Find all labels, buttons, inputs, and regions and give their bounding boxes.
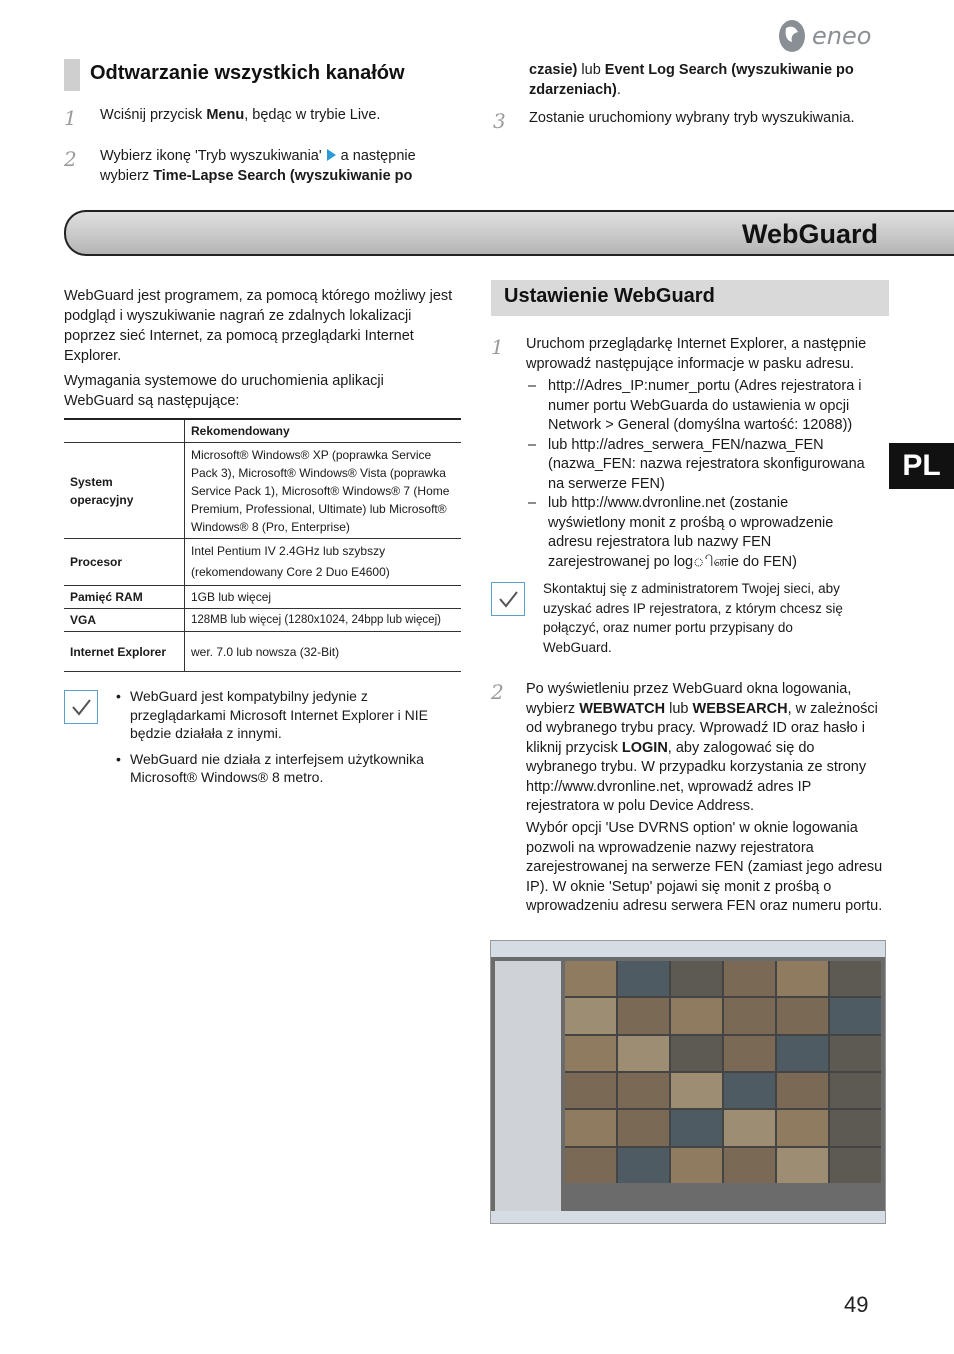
table-header-row	[64, 419, 461, 443]
table-label: Pamięć RAM	[64, 586, 185, 609]
table-label: System operacyjny	[64, 443, 185, 539]
camera-tile	[830, 1148, 881, 1183]
table-header-empty	[64, 419, 185, 443]
search-mode-play-icon	[326, 149, 337, 161]
camera-tile	[618, 1148, 669, 1183]
step2-text-g: , aby zalogować się do wybranego trybu. W przypadku korzystania ze strony http://www.dvronline.net, wprowadź adres IP rejestratora w polu Device Address.	[526, 739, 867, 814]
camera-tile	[724, 1148, 775, 1183]
step-number: 1	[64, 106, 77, 130]
step2-text-a: Po wyświetleniu przez WebGuard okna logowania, wybierz	[526, 681, 852, 717]
camera-tile	[724, 961, 775, 996]
step1-text-post: , będąc w trybie Live.	[244, 107, 381, 123]
logo-text: eneo	[812, 22, 872, 50]
camera-tile	[724, 1036, 775, 1071]
camera-tile	[618, 1073, 669, 1108]
step-number: 2	[64, 147, 77, 171]
table-row	[64, 609, 461, 632]
eneo-logo	[776, 16, 876, 56]
control-panel	[495, 961, 561, 1211]
page-number: 49	[844, 1292, 869, 1317]
camera-tile	[618, 961, 669, 996]
step2-line2-bold: Time-Lapse Search (wyszukiwanie po	[153, 167, 413, 184]
webguard-screenshot	[490, 940, 886, 1224]
camera-tile	[671, 1073, 722, 1108]
list-item: – lub http://www.dvronline.net (zostanie wyświetlony monit z prośbą o wprowadzenie adresu rejestratora lub nazwy FEN zarejestrowanej po logினie do FEN)	[526, 494, 866, 572]
camera-tile	[830, 1036, 881, 1071]
step2-text-webwatch: WEBWATCH	[579, 700, 666, 717]
setup-step1-text: Uruchom przeglądarkę Internet Explorer, a następnie wprowadź następujące informacje w pasku adresu.	[526, 336, 867, 372]
camera-tile	[777, 998, 828, 1033]
chapter-title: WebGuard	[741, 219, 878, 249]
section2-title: Ustawienie WebGuard	[504, 285, 715, 307]
note-check-icon	[491, 582, 525, 616]
chapter-banner	[64, 210, 954, 256]
status-bar	[491, 1211, 885, 1223]
list-item: • WebGuard jest kompatybilny jedynie z przeglądarkami Microsoft Internet Explorer i NIE będzie działała z innymi.	[116, 687, 456, 743]
camera-tile	[724, 998, 775, 1033]
step3-text: Zostanie uruchomiony wybrany tryb wyszukiwania.	[529, 110, 855, 126]
camera-tile	[671, 1110, 722, 1145]
camera-tile	[671, 998, 722, 1033]
camera-tile	[618, 1110, 669, 1145]
camera-tile	[777, 1148, 828, 1183]
step-number: 3	[493, 109, 506, 133]
list-item: • WebGuard nie działa z interfejsem użytkownika Microsoft® Windows® 8 metro.	[116, 750, 456, 787]
camera-tile	[671, 961, 722, 996]
section1-title: Odtwarzanie wszystkich kanałów	[90, 62, 405, 84]
step2-line1-pre: Wybierz ikonę 'Tryb wyszukiwania'	[100, 148, 326, 164]
table-row	[64, 586, 461, 609]
table-label: Procesor	[64, 539, 185, 586]
step2-line1-post: a następnie	[336, 148, 416, 164]
table-value: Microsoft® Windows® XP (poprawka Service Pack 3), Microsoft® Windows® Vista (poprawka Service Pack 1), Microsoft® Windows® 7 (Home Premium, Professional, Ultimate) lub Microsoft® Windows® 8 (Pro, Enterprise)	[185, 443, 462, 539]
table-row	[64, 539, 461, 586]
step1-text	[100, 106, 470, 126]
step2-text-c: lub	[665, 700, 693, 717]
table-value: wer. 7.0 lub nowsza (32-Bit)	[185, 632, 462, 672]
step-number: 1	[491, 335, 504, 359]
table-row	[64, 632, 461, 672]
step-number: 2	[491, 680, 504, 704]
camera-tile	[724, 1073, 775, 1108]
step1-text-bold: Menu	[206, 107, 245, 123]
camera-tile	[671, 1148, 722, 1183]
camera-tile	[565, 998, 616, 1033]
camera-grid	[565, 961, 881, 1183]
camera-tile	[830, 998, 881, 1033]
camera-tile	[724, 1110, 775, 1145]
cont-end: .	[616, 81, 621, 98]
setup-note: Skontaktuj się z administratorem Twojej sieci, aby uzyskać adres IP rejestratora, z którym chcesz się połączyć, oraz numer portu przypisany do WebGuard.	[543, 581, 843, 655]
table-row	[64, 443, 461, 539]
table-label: Internet Explorer	[64, 632, 185, 672]
camera-tile	[777, 1036, 828, 1071]
camera-tile	[777, 961, 828, 996]
cont-bold1: czasie)	[529, 62, 578, 78]
camera-tile	[618, 1036, 669, 1071]
intro-requirements: Wymagania systemowe do uruchomienia aplikacji WebGuard są następujące:	[64, 373, 384, 409]
camera-tile	[565, 1148, 616, 1183]
setup-step2-text	[526, 680, 886, 817]
camera-tile	[830, 1073, 881, 1108]
browser-toolbar	[491, 941, 885, 957]
step2-text	[100, 147, 480, 186]
language-tab: PL	[889, 443, 954, 489]
table-value: Intel Pentium IV 2.4GHz lub szybszy (rekomendowany Core 2 Duo E4600)	[185, 539, 462, 586]
step2-text-e: , w zależności od wybranego trybu pracy. Wprowadź ID oraz hasło i kliknij przycisk	[526, 700, 878, 756]
cont-mid: lub	[577, 62, 605, 78]
requirements-table	[64, 418, 461, 672]
table-header: Rekomendowany	[185, 419, 462, 443]
note-list-left	[116, 687, 456, 794]
camera-tile	[777, 1073, 828, 1108]
camera-tile	[618, 998, 669, 1033]
cont-bold3: zdarzeniach)	[529, 81, 617, 98]
step2-text-websearch: WEBSEARCH	[692, 700, 788, 717]
list-item: – lub http://adres_serwera_FEN/nazwa_FEN (nazwa_FEN: nazwa rejestratora skonfigurowana na serwerze FEN)	[526, 436, 866, 495]
camera-tile	[830, 1110, 881, 1145]
note-check-icon	[64, 690, 98, 724]
eneo-logo-icon	[776, 16, 876, 56]
list-item: – http://Adres_IP:numer_portu (Adres rejestratora i numer portu WebGuarda do ustawienia w opcji Network > General (domyślna wartość: 12088))	[526, 377, 866, 436]
camera-tile	[565, 961, 616, 996]
setup-step2-dvrns: Wybór opcji 'Use DVRNS option' w oknie logowania pozwoli na wprowadzenie nazwy rejestratora zarejestrowanej na serwerze FEN (zamiast jego adresu IP). W oknie 'Setup' pojawi się monit z prośbą o wprowadzeniu adresu serwera FEN oraz numeru portu.	[526, 820, 883, 914]
address-options-list	[526, 377, 866, 572]
cont-bold2: Event Log Search (wyszukiwanie po	[604, 62, 854, 78]
camera-tile	[565, 1036, 616, 1071]
camera-tile	[565, 1073, 616, 1108]
camera-tile	[671, 1036, 722, 1071]
section-heading-bar	[64, 59, 80, 91]
step2-line2-pre: wybierz	[100, 167, 154, 184]
table-value: 1GB lub więcej	[185, 586, 462, 609]
camera-tile	[565, 1110, 616, 1145]
camera-tile	[777, 1110, 828, 1145]
camera-tile	[830, 961, 881, 996]
step2-continuation	[529, 61, 899, 100]
intro-paragraph: WebGuard jest programem, za pomocą którego możliwy jest podgląd i wyszukiwanie nagrań ze zdalnych lokalizacji poprzez sieć Internet, za pomocą przeglądarki Internet Explorer.	[64, 288, 453, 364]
step2-text-login: LOGIN	[621, 739, 668, 756]
table-label: VGA	[64, 609, 185, 632]
step1-text-pre: Wciśnij przycisk	[100, 107, 207, 123]
table-value: 128MB lub więcej (1280x1024, 24bpp lub więcej)	[185, 609, 462, 632]
